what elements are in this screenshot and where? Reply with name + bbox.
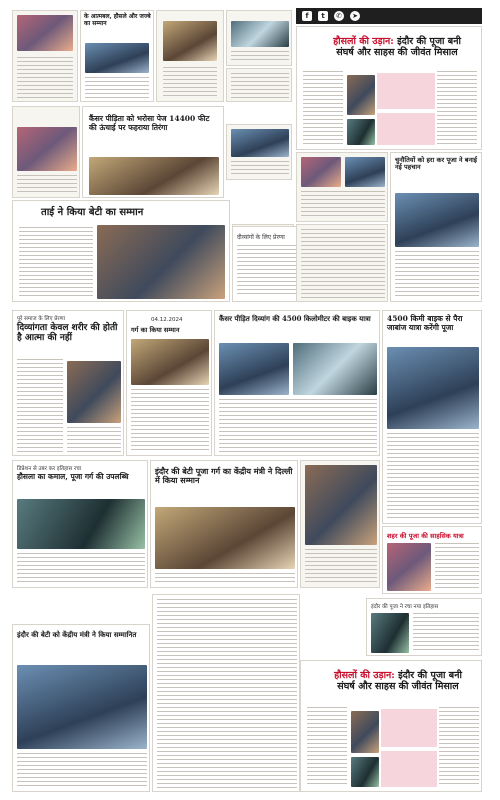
photo	[371, 613, 409, 653]
photo	[351, 757, 379, 787]
clip-top-4	[226, 10, 292, 66]
clip-headline: इंदौर की बेटी पूजा गर्ग का केंद्रीय मंत्री ने दिल्ली में किया सम्मान	[155, 466, 293, 486]
clip-cancer	[82, 106, 224, 198]
text-lines	[17, 553, 145, 585]
facebook-icon[interactable]: f	[302, 11, 312, 21]
text-lines	[303, 71, 343, 145]
photo	[387, 347, 479, 429]
text-lines	[17, 753, 147, 789]
featured-headline: हौसलों की उड़ान: इंदौर की पूजा बनी संघर्ष और साहस की जीवंत मिसाल	[334, 670, 462, 692]
clip-wheelchair	[300, 460, 380, 588]
clip-headline: इंदौर की बेटी को केंद्रीय मंत्री ने किया सम्मानित	[17, 630, 137, 639]
text-lines	[17, 359, 63, 453]
photo	[85, 43, 149, 73]
text-lines	[305, 549, 377, 585]
whatsapp-icon[interactable]: ✆	[334, 11, 344, 21]
photo	[163, 21, 217, 61]
clip-kicker: डिप्रेशन से उबर कर इतिहास रचा	[17, 466, 82, 472]
text-lines	[19, 227, 93, 297]
photo	[155, 507, 295, 569]
text-lines	[395, 251, 479, 299]
red-caption: शहर की पूजा की साहसिक यात्रा	[387, 532, 464, 540]
text-lines	[163, 67, 217, 97]
clip-headline: कैंसर पीड़ित दिव्यांग की 4500 किलोमीटर की बाइक यात्रा	[219, 314, 371, 323]
text-lines	[437, 71, 477, 145]
clip-samman-small	[126, 310, 212, 456]
clip-depression	[12, 460, 148, 588]
clip-headline: दिव्यांगता केवल शरीर की होती है आत्मा की नहीं	[17, 323, 118, 344]
text-lines	[131, 389, 209, 453]
clip-kicker: इंदौर की पूजा ने रचा नया इतिहास	[371, 604, 439, 610]
clip-date: 04.12.2024	[151, 317, 183, 323]
featured-headline: हौसलों की उड़ान: इंदौर की पूजा बनी संघर्ष और साहस की जीवंत मिसाल	[333, 36, 461, 58]
clip-flag-left	[12, 106, 80, 198]
clip-bike-yatra	[214, 310, 380, 456]
text-lines	[231, 51, 289, 63]
photo	[305, 465, 377, 545]
telegram-icon[interactable]: ➤	[350, 11, 360, 21]
text-lines	[413, 613, 479, 653]
photo	[231, 129, 289, 157]
photo	[347, 75, 375, 115]
clip-right-headline	[390, 152, 482, 302]
clip-headline: हौसला का कमाल, पूजा गर्ग की उपलब्धि	[17, 472, 129, 481]
clip-headline: ताई ने किया बेटी का सम्मान	[41, 207, 144, 218]
highlight-box	[377, 73, 435, 109]
photo	[345, 157, 385, 187]
highlight-box	[381, 709, 437, 747]
clip-mantri-samman	[12, 624, 150, 792]
clip-top-1	[12, 10, 78, 102]
photo	[97, 225, 225, 299]
text-lines	[67, 427, 121, 453]
photo	[131, 339, 209, 385]
clip-top-5	[226, 68, 292, 102]
photo	[387, 543, 431, 591]
photo	[67, 361, 121, 423]
text-lines	[301, 191, 385, 219]
clip-featured-top	[296, 26, 482, 150]
text-lines	[387, 433, 479, 521]
clip-divyangta	[12, 310, 124, 456]
text-lines	[155, 573, 295, 585]
photo	[17, 15, 73, 51]
text-lines	[17, 57, 73, 99]
text-lines	[439, 707, 479, 787]
photo	[89, 157, 219, 195]
photo	[347, 119, 375, 145]
clip-tai-samman	[12, 200, 230, 302]
social-share-bar	[296, 8, 482, 24]
photo	[17, 499, 145, 549]
clip-headline: 4500 किमी बाइक से पैरा जाबांज यात्रा करेंगी पूजा	[387, 314, 463, 332]
text-lines	[231, 73, 289, 99]
text-lines	[17, 175, 77, 195]
clip-headline: गर्ग का किया सम्मान	[131, 326, 180, 334]
clip-headline: कैंसर पीड़िता को भरोसा पेज 14400 फीट की ऊंचाई पर फहराया तिरंगा	[89, 114, 210, 132]
photo	[231, 21, 289, 47]
clip-right-collage	[296, 152, 388, 222]
clip-kendriya-mantri	[150, 460, 298, 588]
photo	[351, 711, 379, 753]
clip-right-small	[296, 224, 388, 302]
clip-naya-itihas	[366, 598, 482, 656]
text-lines	[301, 229, 385, 299]
highlight-box	[377, 113, 435, 145]
clip-top-2	[80, 10, 154, 102]
clip-featured-bottom	[300, 660, 482, 792]
twitter-icon[interactable]: t	[318, 11, 328, 21]
clip-headline: के आत्मबल, हौसले और जज्बे का सम्मान	[84, 13, 151, 27]
caption-text: दीव्यांगों के लिए प्रेरणा	[237, 234, 285, 241]
clip-long-article	[152, 594, 300, 792]
photo	[395, 193, 479, 247]
clip-small-mid	[226, 124, 292, 180]
photo	[219, 343, 289, 395]
clip-top-3	[156, 10, 224, 102]
photo	[293, 343, 377, 395]
clip-red-caption	[382, 526, 482, 594]
text-lines	[157, 599, 297, 789]
clip-kicker: पूरे समाज के लिए प्रेरणा	[17, 316, 66, 322]
photo	[301, 157, 341, 187]
photo	[17, 665, 147, 749]
clip-headline: चुनौतियों को हरा कर पूजा ने बनाई नई पहचान	[395, 156, 477, 172]
text-lines	[85, 77, 149, 99]
highlight-box	[381, 751, 437, 787]
text-lines	[231, 161, 289, 177]
photo	[17, 127, 77, 171]
text-lines	[435, 543, 479, 591]
clip-para-yatra	[382, 310, 482, 524]
text-lines	[219, 399, 377, 453]
text-lines	[307, 707, 347, 787]
